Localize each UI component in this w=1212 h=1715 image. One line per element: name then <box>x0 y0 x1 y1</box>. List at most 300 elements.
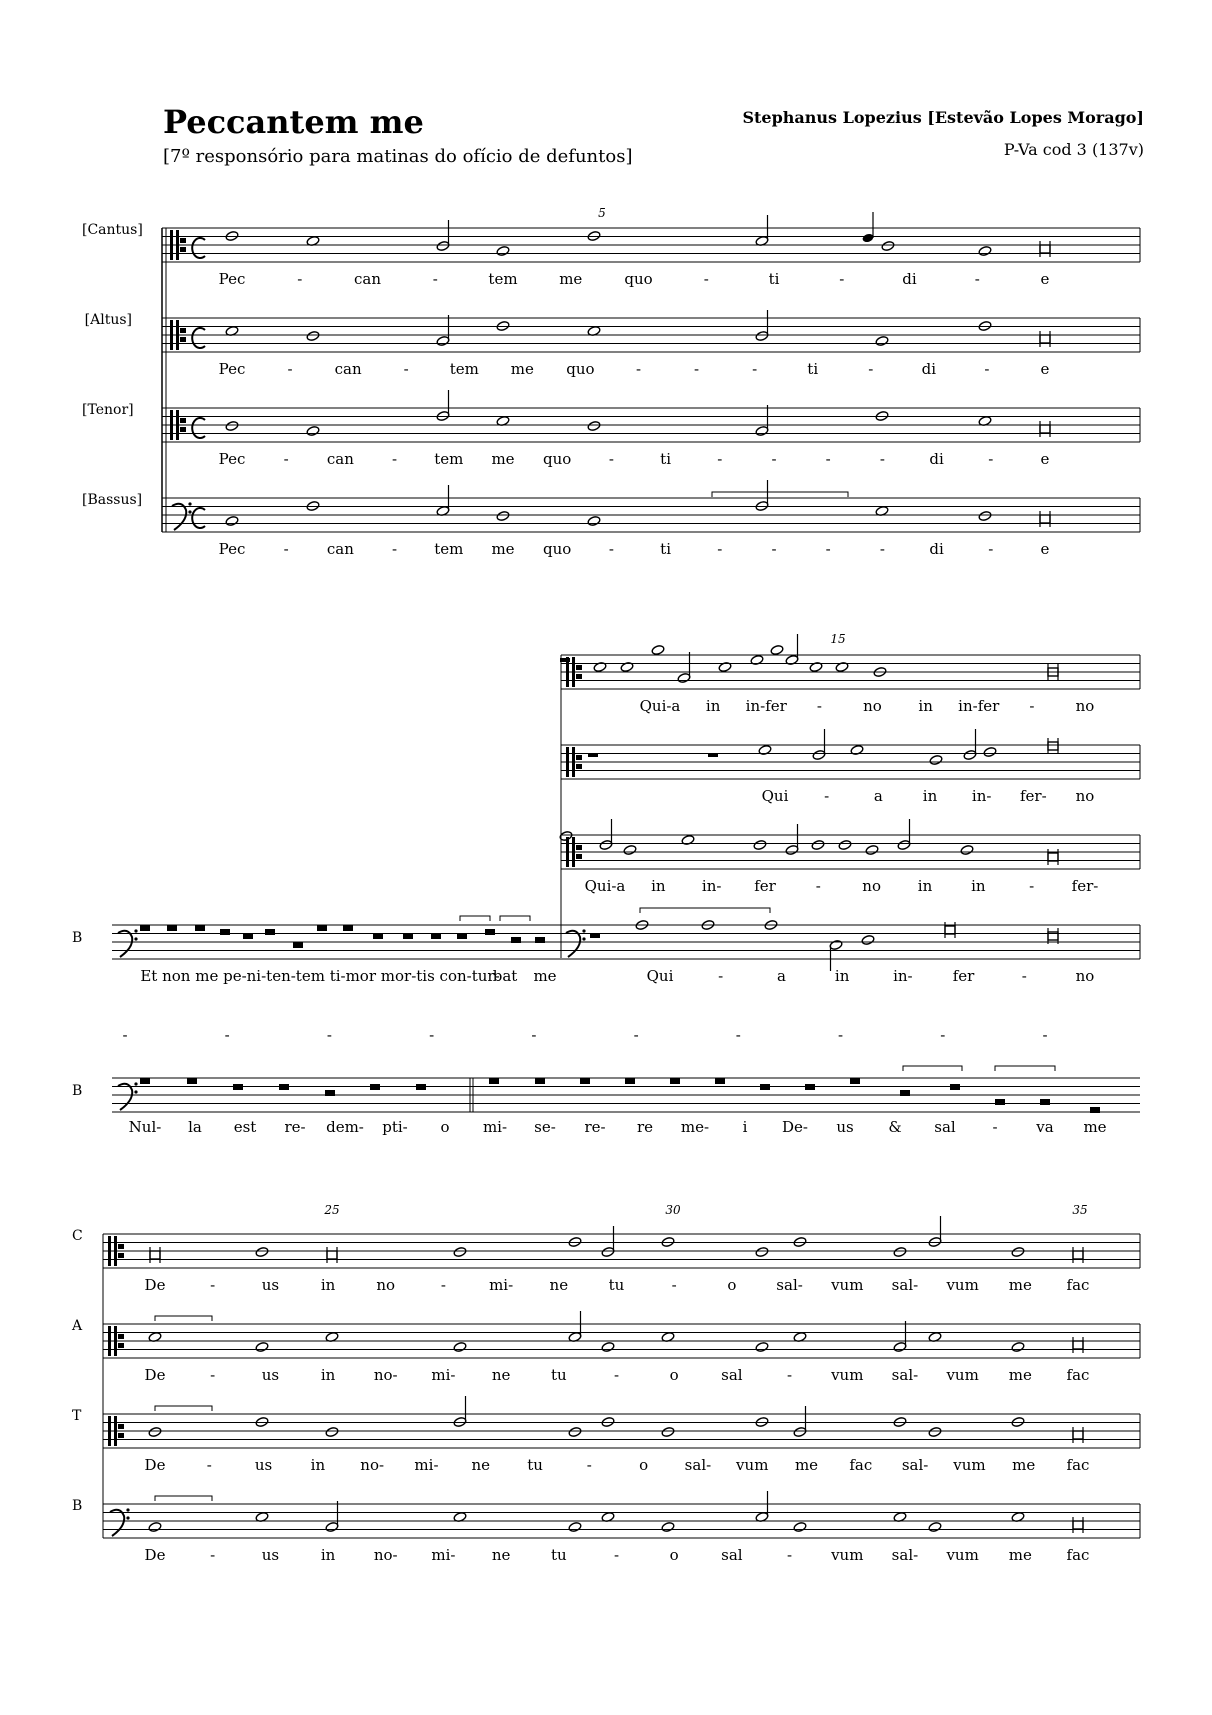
lyric-syllable: in <box>320 1366 336 1384</box>
half-note-icon <box>325 1521 339 1532</box>
lyric-syllable: - <box>694 360 700 378</box>
ligature-bracket <box>903 1066 962 1071</box>
lyric-hyphen: - <box>326 1026 332 1044</box>
lyric-syllable: quo <box>624 270 653 288</box>
chant-square-note-icon <box>950 1084 960 1090</box>
half-note-icon <box>881 240 895 251</box>
lyric-syllable: - <box>283 540 289 558</box>
half-note-icon <box>1011 1246 1025 1257</box>
lyric-syllable: vum <box>831 1276 864 1294</box>
lyric-syllable: can <box>326 540 354 558</box>
breve-note-icon <box>1040 245 1050 253</box>
lyric-syllable: - <box>787 1546 793 1564</box>
half-note-icon <box>793 1426 807 1437</box>
lyric-syllable: Pec <box>218 360 246 378</box>
lyric-syllable: Et non me pe-ni-ten-tem ti-mor mor-tis con-tur- <box>140 967 500 985</box>
chant-square-note-icon <box>1090 1107 1100 1113</box>
lyric-syllable: - <box>613 1546 620 1564</box>
chant-square-note-icon <box>1040 1099 1050 1105</box>
lyric-syllable: - <box>992 1118 998 1136</box>
c-clef-icon <box>572 747 575 777</box>
half-note-icon <box>755 425 769 436</box>
lyric-syllable: - <box>635 360 642 378</box>
voice-label: A <box>72 1318 83 1334</box>
chant-square-note-icon <box>195 925 205 931</box>
lyric-syllable: in <box>320 1276 336 1294</box>
c-clef-icon <box>180 247 186 252</box>
lyric-syllable: & <box>888 1118 902 1136</box>
lyric-syllable: can <box>326 450 354 468</box>
half-note-icon <box>568 1521 582 1532</box>
chant-square-note-icon <box>187 1078 197 1084</box>
lyric-syllable: di <box>929 450 944 468</box>
ligature-bracket <box>995 1066 1055 1071</box>
lyric-syllable: - <box>717 450 723 468</box>
lyric-syllable: no- <box>373 1546 398 1564</box>
lyric-hyphen: - <box>940 1026 946 1044</box>
breve-note-icon <box>1040 425 1050 433</box>
lyric-syllable: - <box>1021 967 1027 985</box>
chant-square-note-icon <box>293 942 303 948</box>
lyric-syllable: - <box>287 360 293 378</box>
c-clef-icon <box>118 1424 124 1429</box>
chant-square-note-icon <box>220 929 230 935</box>
lyric-syllable: - <box>974 270 980 288</box>
lyric-syllable: mi- <box>414 1456 439 1474</box>
lyric-syllable: va <box>1036 1118 1054 1136</box>
chant-square-note-icon <box>167 925 177 931</box>
half-note-icon <box>599 839 613 850</box>
lyric-syllable: - <box>868 360 874 378</box>
half-note-icon <box>453 1341 467 1352</box>
bar-number: 30 <box>665 1203 681 1217</box>
lyric-syllable: - <box>771 540 777 558</box>
lyric-syllable: De <box>144 1276 166 1294</box>
lyric-syllable: ne <box>491 1546 511 1564</box>
c-clef-icon <box>118 1253 124 1258</box>
chant-square-note-icon <box>140 925 150 931</box>
lyric-syllable: - <box>988 450 994 468</box>
chant-square-note-icon <box>416 1084 426 1090</box>
c-clef-icon <box>566 837 569 867</box>
lyric-syllable: ne <box>491 1366 511 1384</box>
lyric-syllable: - <box>608 450 614 468</box>
half-note-icon <box>861 934 875 945</box>
lyric-syllable: re <box>636 1118 654 1136</box>
lyric-syllable: me <box>559 270 583 288</box>
lyric-syllable: di <box>902 270 917 288</box>
c-clef-icon <box>180 427 186 432</box>
half-note-icon <box>651 644 665 655</box>
half-note-icon <box>255 1341 269 1352</box>
lyric-syllable: - <box>717 540 723 558</box>
lyric-syllable: fac <box>1066 1276 1090 1294</box>
lyric-syllable: vum <box>946 1546 979 1564</box>
lyric-syllable: vum <box>831 1546 864 1564</box>
half-note-icon <box>306 425 320 436</box>
lyric-syllable: Qui-a <box>584 877 626 895</box>
lyric-syllable: me <box>510 360 534 378</box>
half-note-icon <box>568 1426 582 1437</box>
c-clef-icon <box>576 755 582 760</box>
chant-square-note-icon <box>457 933 467 939</box>
lyric-syllable: vum <box>953 1456 986 1474</box>
lyric-syllable: no <box>1075 697 1095 715</box>
half-note-icon <box>325 1426 339 1437</box>
lyric-syllable: o <box>669 1366 679 1384</box>
lyric-syllable: - <box>671 1276 677 1294</box>
lyric-syllable: - <box>392 450 398 468</box>
lyric-syllable: fer <box>952 967 975 985</box>
lyric-syllable: - <box>210 1546 216 1564</box>
lyric-syllable: - <box>440 1276 446 1294</box>
c-clef-icon <box>108 1326 111 1356</box>
c-clef-icon <box>576 665 582 670</box>
half-note-icon <box>587 420 601 431</box>
half-note-icon <box>963 749 977 760</box>
ligature-bracket <box>500 916 530 921</box>
rest-icon <box>560 658 570 662</box>
half-note-icon <box>978 510 992 521</box>
c-clef-icon <box>572 657 575 687</box>
lyric-syllable: Qui-a <box>639 697 681 715</box>
chant-square-note-icon <box>370 1084 380 1090</box>
lyric-syllable: Qui <box>646 967 674 985</box>
lyric-syllable: me <box>491 450 515 468</box>
lyric-syllable: no <box>1075 967 1095 985</box>
c-clef-icon <box>114 1236 117 1266</box>
chant-square-note-icon <box>343 925 353 931</box>
lyric-syllable: ne <box>549 1276 569 1294</box>
lyric-syllable: no <box>1075 787 1095 805</box>
ligature-bracket <box>460 916 490 921</box>
lyric-syllable: mi- <box>431 1366 456 1384</box>
lyric-syllable: sal <box>721 1366 743 1384</box>
breve-note-icon <box>1040 335 1050 343</box>
lyric-syllable: re- <box>584 1118 606 1136</box>
lyric-hyphen: - <box>122 1026 128 1044</box>
half-note-icon <box>661 1521 675 1532</box>
chant-square-note-icon <box>325 1090 335 1096</box>
breve-note-icon <box>1048 742 1058 750</box>
lyric-syllable: o <box>727 1276 737 1294</box>
f-clef-icon <box>566 931 580 957</box>
lyric-syllable: dem- <box>326 1118 364 1136</box>
lyric-syllable: ti <box>807 360 819 378</box>
half-note-icon <box>755 1341 769 1352</box>
half-note-icon <box>255 1246 269 1257</box>
lyric-syllable: tu <box>608 1276 625 1294</box>
lyric-syllable: - <box>586 1456 592 1474</box>
lyric-syllable: - <box>210 1366 216 1384</box>
breve-note-icon <box>1048 853 1058 861</box>
lyric-syllable: - <box>1029 877 1035 895</box>
half-note-icon <box>677 672 691 683</box>
lyric-syllable: in <box>705 697 721 715</box>
lyric-syllable: in- <box>971 787 992 805</box>
lyric-syllable: in <box>651 877 666 895</box>
lyric-syllable: est <box>233 1118 257 1136</box>
lyric-syllable: in <box>922 787 938 805</box>
lyric-syllable: vum <box>946 1276 979 1294</box>
chant-square-note-icon <box>489 1078 499 1084</box>
lyric-syllable: - <box>297 270 303 288</box>
lyric-syllable: - <box>824 787 830 805</box>
lyric-syllable: no- <box>373 1366 398 1384</box>
lyric-syllable: la <box>188 1118 202 1136</box>
lyric-syllable: se- <box>534 1118 556 1136</box>
ligature-bracket <box>155 1406 212 1411</box>
lyric-syllable: - <box>815 877 821 895</box>
lyric-syllable: tem <box>434 450 464 468</box>
chant-square-note-icon <box>511 937 521 943</box>
lyric-syllable: can <box>353 270 382 288</box>
lyric-syllable: fac <box>1066 1366 1090 1384</box>
f-clef-icon <box>126 1516 129 1519</box>
half-note-icon <box>897 839 911 850</box>
half-note-icon <box>306 330 320 341</box>
lyric-syllable: - <box>210 1276 216 1294</box>
half-note-icon <box>753 839 767 850</box>
lyric-syllable: - <box>816 697 822 715</box>
half-note-icon <box>755 330 769 341</box>
voice-label: [Tenor] <box>82 402 134 418</box>
lyric-syllable: tu <box>550 1546 567 1564</box>
half-note-icon <box>929 754 943 765</box>
lyric-syllable: me <box>533 967 557 985</box>
lyric-syllable: sal- <box>901 1456 929 1474</box>
c-clef-icon <box>108 1236 111 1266</box>
f-clef-icon <box>118 1084 132 1110</box>
chant-square-note-icon <box>233 1084 243 1090</box>
c-clef-icon <box>566 747 569 777</box>
half-note-icon <box>893 1341 907 1352</box>
half-note-icon <box>811 839 825 850</box>
time-signature-c-icon <box>192 508 205 528</box>
lyric-syllable: pti- <box>382 1118 408 1136</box>
lyric-syllable: fac <box>1066 1456 1090 1474</box>
f-clef-icon <box>110 1510 124 1536</box>
half-note-icon <box>928 1426 942 1437</box>
lyric-hyphen: - <box>531 1026 537 1044</box>
chant-square-note-icon <box>625 1078 635 1084</box>
half-note-icon <box>928 1521 942 1532</box>
f-clef-icon <box>118 931 132 957</box>
chant-square-note-icon <box>431 933 441 939</box>
voice-label: [Bassus] <box>82 492 143 508</box>
c-clef-icon <box>170 230 173 260</box>
lyric-syllable: - <box>879 540 885 558</box>
lyric-syllable: sal- <box>776 1276 803 1294</box>
lyric-syllable: sal- <box>891 1276 919 1294</box>
lyric-syllable: Pec <box>218 540 246 558</box>
half-note-icon <box>755 1246 769 1257</box>
lyric-syllable: tem <box>488 270 518 288</box>
time-signature-c-icon <box>192 238 205 258</box>
lyric-syllable: no <box>862 877 882 895</box>
lyric-syllable: can <box>334 360 362 378</box>
lyric-syllable: - <box>879 450 885 468</box>
c-clef-icon <box>118 1244 124 1249</box>
lyric-syllable: - <box>771 450 777 468</box>
lyric-syllable: - <box>608 540 614 558</box>
lyric-syllable: - <box>825 450 831 468</box>
lyric-syllable: - <box>787 1366 793 1384</box>
c-clef-icon <box>576 764 582 769</box>
f-clef-icon <box>134 929 137 932</box>
ligature-bracket <box>155 1496 212 1501</box>
half-note-icon <box>960 844 974 855</box>
breve-note-icon <box>1073 1251 1083 1259</box>
half-note-icon <box>496 510 510 521</box>
lyric-syllable: De- <box>782 1118 808 1136</box>
f-clef-icon <box>172 504 186 530</box>
breve-note-icon <box>1040 515 1050 523</box>
breve-note-icon <box>150 1251 160 1259</box>
lyric-syllable: in <box>834 967 850 985</box>
lyric-syllable: - <box>403 360 409 378</box>
lyric-syllable: - <box>1029 697 1035 715</box>
rest-icon <box>708 753 718 757</box>
lyric-syllable: mi- <box>489 1276 514 1294</box>
half-note-icon <box>601 1246 615 1257</box>
voice-label: B <box>72 1498 83 1514</box>
lyric-hyphen: - <box>224 1026 230 1044</box>
lyric-syllable: in <box>310 1456 326 1474</box>
lyric-syllable: - <box>703 270 709 288</box>
lyric-syllable: - <box>613 1366 620 1384</box>
lyric-hyphen: - <box>633 1026 639 1044</box>
f-clef-icon <box>188 502 191 505</box>
breve-note-icon <box>327 1251 337 1259</box>
lyric-syllable: sal- <box>891 1366 919 1384</box>
ligature-bracket <box>155 1316 212 1321</box>
lyric-syllable: tu <box>527 1456 543 1474</box>
lyric-syllable: no <box>376 1276 396 1294</box>
chant-square-note-icon <box>850 1078 860 1084</box>
lyric-hyphen: - <box>735 1026 741 1044</box>
half-note-icon <box>623 844 637 855</box>
f-clef-icon <box>582 929 585 932</box>
lyric-syllable: - <box>432 270 438 288</box>
lyric-syllable: di <box>921 360 937 378</box>
piece-title: Peccantem me <box>163 103 424 141</box>
c-clef-icon <box>170 410 173 440</box>
lyric-syllable: us <box>836 1118 854 1136</box>
lyric-syllable: us <box>261 1276 280 1294</box>
lyric-syllable: fac <box>1066 1546 1090 1564</box>
half-note-icon <box>453 1246 467 1257</box>
time-signature-c-icon <box>192 418 205 438</box>
chant-square-note-icon <box>317 925 327 931</box>
c-clef-icon <box>118 1433 124 1438</box>
lyric-syllable: e <box>1040 540 1050 558</box>
c-clef-icon <box>576 674 582 679</box>
chant-square-note-icon <box>995 1099 1005 1105</box>
lyric-syllable: a <box>873 787 883 805</box>
lyric-syllable: no- <box>360 1456 385 1474</box>
lyric-syllable: - <box>392 540 398 558</box>
ligature-bracket <box>640 908 770 913</box>
chant-square-note-icon <box>715 1078 725 1084</box>
breve-note-icon <box>1073 1341 1083 1349</box>
lyric-syllable: ti <box>660 450 672 468</box>
f-clef-icon <box>126 1508 129 1511</box>
lyric-syllable: - <box>283 450 289 468</box>
lyric-syllable: mi- <box>482 1118 508 1136</box>
time-signature-c-icon <box>192 328 205 348</box>
bar-number: 35 <box>1072 1203 1088 1217</box>
lyric-syllable: Pec <box>218 450 246 468</box>
f-clef-icon <box>134 937 137 940</box>
lyric-syllable: tu <box>550 1366 567 1384</box>
lyric-syllable: fac <box>849 1456 873 1474</box>
lyric-syllable: us <box>261 1366 280 1384</box>
lyric-syllable: De <box>144 1456 166 1474</box>
lyric-syllable: me <box>1083 1118 1107 1136</box>
lyric-syllable: sal <box>721 1546 743 1564</box>
half-note-icon <box>978 245 992 256</box>
half-note-icon <box>601 1341 615 1352</box>
chant-square-note-icon <box>140 1078 150 1084</box>
lyric-syllable: Qui <box>761 787 789 805</box>
voice-label: [Cantus] <box>82 222 143 238</box>
lyric-hyphen: - <box>429 1026 435 1044</box>
lyric-syllable: tem <box>434 540 464 558</box>
half-note-icon <box>225 515 239 526</box>
lyric-syllable: Pec <box>218 270 246 288</box>
lyric-syllable: De <box>144 1546 166 1564</box>
c-clef-icon <box>576 845 582 850</box>
c-clef-icon <box>572 837 575 867</box>
lyric-syllable: me <box>1008 1546 1032 1564</box>
lyric-syllable: ti <box>660 540 672 558</box>
lyric-syllable: i <box>742 1118 748 1136</box>
lyric-syllable: e <box>1040 360 1050 378</box>
half-note-icon <box>829 939 843 950</box>
lyric-syllable: ti <box>768 270 780 288</box>
lyric-syllable: mi- <box>431 1546 456 1564</box>
lyric-syllable: quo <box>543 450 572 468</box>
c-clef-icon <box>180 337 186 342</box>
lyric-syllable: us <box>261 1546 280 1564</box>
chant-square-note-icon <box>580 1078 590 1084</box>
half-note-icon <box>875 335 889 346</box>
half-note-icon <box>983 746 997 757</box>
lyric-syllable: in <box>917 877 933 895</box>
chant-square-note-icon <box>535 1078 545 1084</box>
lyric-syllable: - <box>206 1456 212 1474</box>
lyric-syllable: in <box>320 1546 336 1564</box>
lyric-syllable: me <box>1008 1366 1032 1384</box>
piece-subtitle: [7º responsório para matinas do ofício de defuntos] <box>163 146 633 167</box>
lyric-syllable: - <box>825 540 831 558</box>
lyric-syllable: - <box>839 270 845 288</box>
lyric-syllable: o <box>669 1546 679 1564</box>
lyric-syllable: o <box>639 1456 649 1474</box>
lyric-syllable: me <box>794 1456 819 1474</box>
composer-name: Stephanus Lopezius [Estevão Lopes Morago] <box>742 108 1144 127</box>
c-clef-icon <box>170 320 173 350</box>
ligature-bracket <box>712 492 848 497</box>
c-clef-icon <box>180 418 186 423</box>
lyric-syllable: in <box>971 877 986 895</box>
f-clef-icon <box>134 1082 137 1085</box>
lyric-syllable: o <box>440 1118 450 1136</box>
c-clef-icon <box>180 328 186 333</box>
f-clef-icon <box>582 937 585 940</box>
lyric-syllable: me- <box>680 1118 710 1136</box>
